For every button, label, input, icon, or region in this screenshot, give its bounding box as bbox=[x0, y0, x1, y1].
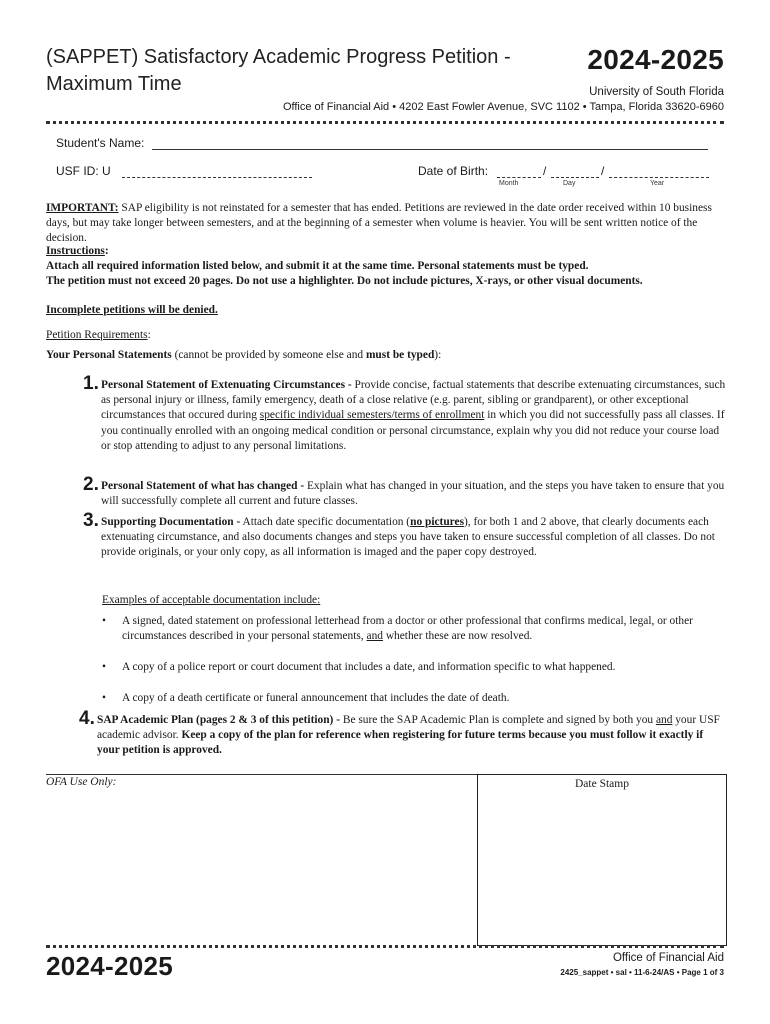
office-address: Office of Financial Aid • 4202 East Fowler Avenue, SVC 1102 • Tampa, Florida 33620-6960 bbox=[282, 101, 724, 113]
item-number-3: 3. bbox=[83, 510, 99, 531]
footer-year: 2024-2025 bbox=[46, 951, 174, 981]
bullet-dot: • bbox=[102, 661, 106, 673]
important-text: SAP eligibility is not reinstated for a semester that has ended. Petitions are reviewed in the date order received within 10 business days, but may take longer between semesters, and at the beginning of a semester when volume is heavier. You will be sent written notice of the decision. bbox=[46, 202, 712, 244]
instructions-label: Instructions bbox=[46, 245, 105, 257]
date-stamp-label: Date Stamp bbox=[575, 778, 629, 790]
instructions-line-1: Attach all required information listed below, and submit it at the same time. Personal statements must be typed. bbox=[46, 260, 589, 272]
usf-id-label: USF ID: U bbox=[56, 164, 111, 178]
title-line-1: (SAPPET) Satisfactory Academic Progress Petition - bbox=[46, 46, 511, 68]
footer-form-code: 2425_sappet • sal • 11-6-24/AS • Page 1 of 3 bbox=[560, 968, 724, 977]
bullet-dot: • bbox=[102, 615, 106, 627]
university-name: University of South Florida bbox=[589, 86, 724, 98]
dob-year-label: Year bbox=[650, 180, 665, 187]
dob-month-label: Month bbox=[499, 180, 519, 187]
header-divider bbox=[46, 121, 724, 124]
dob-label: Date of Birth: bbox=[418, 164, 489, 178]
item-number-2: 2. bbox=[83, 474, 99, 495]
ofa-divider bbox=[46, 774, 477, 775]
dob-slash-1: / bbox=[543, 164, 547, 178]
date-stamp-box bbox=[477, 774, 727, 946]
academic-year: 2024-2025 bbox=[587, 44, 724, 75]
instructions: Instructions: Attach all required information listed below, and submit it at the same time. Personal statements must be typed. The petition must not exceed 20 pages. Do not use a highlighter. Do not include pictures, X-rays, or other visual documents. bbox=[46, 244, 726, 289]
usf-id-field[interactable] bbox=[122, 177, 312, 178]
item-extenuating-circumstances: Personal Statement of Extenuating Circumstances - Provide concise, factual statements that describe extenuating circumstances, such as personal injury or illness, family emergency, death of a close relative (e.g. parent, sibling or grandparent), or other exceptional circumstances that occured during specific individual semesters/terms of enrollment in which you did not successfully pass all classes. If you continually enrolled with an ongoing medical condition or personal circumstance, explain why you did not reduce your course load or stop attending to adjust to any personal limitations. bbox=[101, 379, 726, 452]
item-what-has-changed: Personal Statement of what has changed - Explain what has changed in your situation, and the steps you have taken to ensure that you will successfully complete all current and future classes. bbox=[101, 480, 725, 508]
bullet-dot: • bbox=[102, 692, 106, 704]
item-number-1: 1. bbox=[83, 373, 99, 394]
examples-heading: Examples of acceptable documentation include: bbox=[102, 594, 321, 606]
student-name-label: Student's Name: bbox=[56, 136, 145, 150]
footer-office: Office of Financial Aid bbox=[612, 952, 724, 964]
dob-slash-2: / bbox=[601, 164, 605, 178]
item-number-4: 4. bbox=[79, 708, 95, 729]
ofa-use-label: OFA Use Only: bbox=[46, 776, 117, 788]
dob-day-label: Day bbox=[563, 180, 576, 187]
item-supporting-documentation: Supporting Documentation - Attach date specific documentation (no pictures), for both 1 and 2 above, that clearly documents each extenuating circumstance, and also documents changes and steps you have taken to ensure successful completion of all classes. Do not provide originals, or your only copy, as all information is imaged and the paper copy destroyed. bbox=[101, 516, 715, 559]
requirements-heading: Petition Requirements: bbox=[46, 329, 151, 341]
personal-statements-heading: Your Personal Statements (cannot be provided by someone else and must be typed): bbox=[46, 349, 442, 361]
item-sap-academic-plan: SAP Academic Plan (pages 2 & 3 of this petition) - Be sure the SAP Academic Plan is complete and signed by both you and your USF academic advisor. Keep a copy of the plan for reference when registering for future terms because you must follow it exactly if your petition is approved. bbox=[97, 714, 720, 757]
student-name-field[interactable] bbox=[152, 149, 708, 150]
footer-divider bbox=[46, 945, 724, 948]
incomplete-warning: Incomplete petitions will be denied. bbox=[46, 304, 218, 316]
dob-day-field[interactable] bbox=[551, 177, 599, 178]
important-label: IMPORTANT: bbox=[46, 202, 119, 214]
instructions-line-2: The petition must not exceed 20 pages. Do not use a highlighter. Do not include pictures, X-rays, or other visual documents. bbox=[46, 275, 643, 287]
title-line-2: Maximum Time bbox=[46, 73, 182, 95]
dob-month-field[interactable] bbox=[497, 177, 541, 178]
page-title bbox=[46, 44, 566, 98]
dob-year-field[interactable] bbox=[609, 177, 709, 178]
important-notice bbox=[46, 201, 726, 246]
